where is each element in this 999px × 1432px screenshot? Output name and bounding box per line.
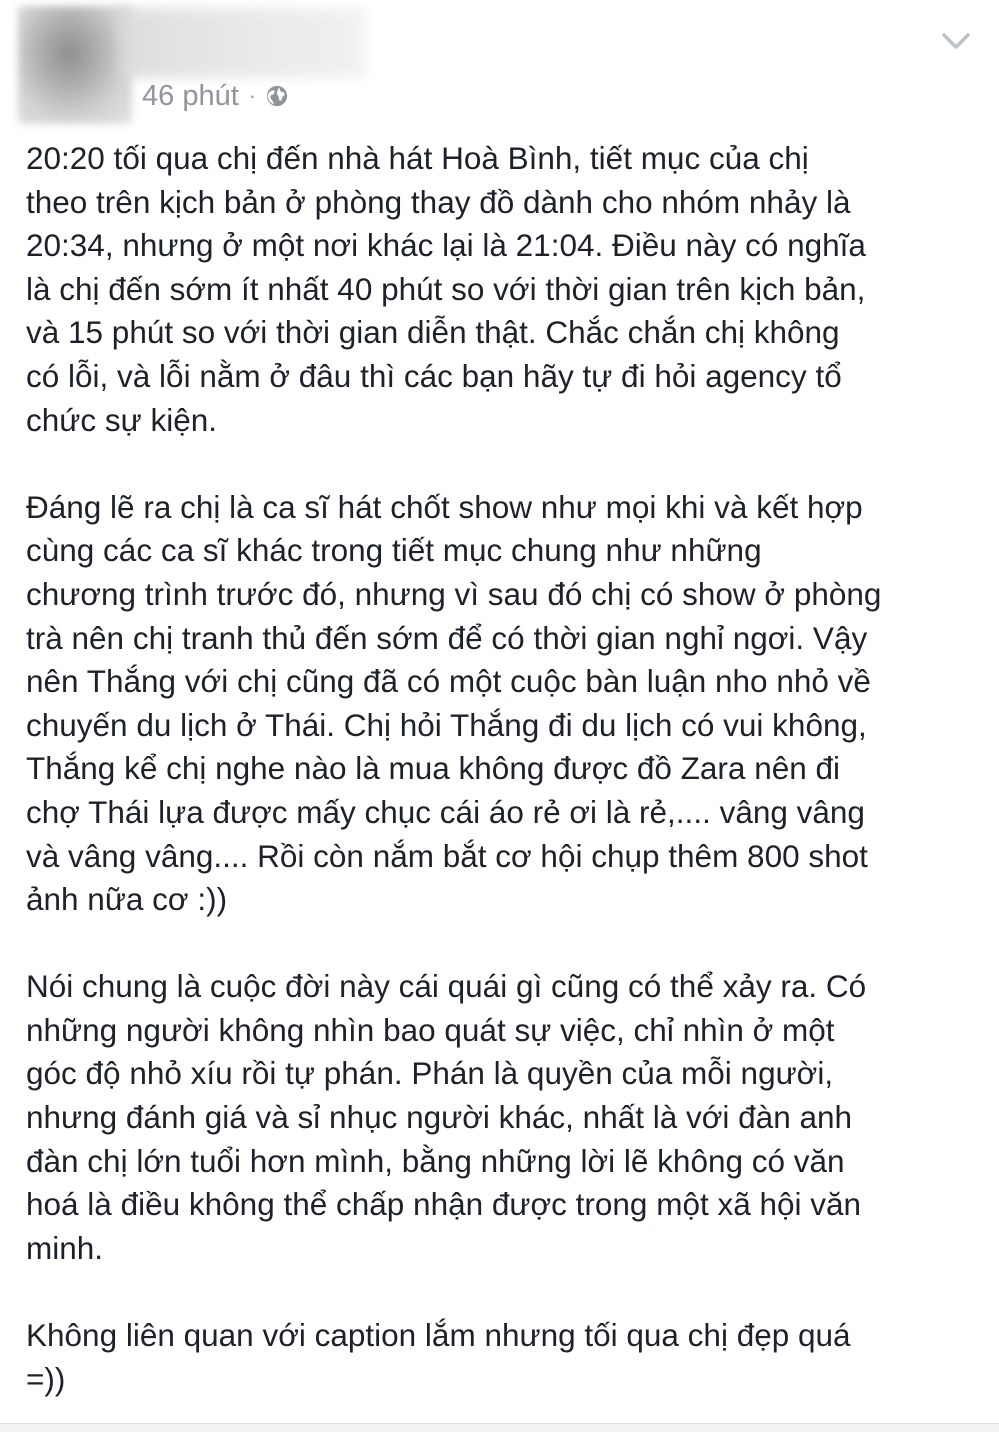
- post-paragraph: Không liên quan với caption lắm nhưng tối qua chị đẹp quá =)): [26, 1317, 851, 1397]
- post-content: [26, 137, 976, 1401]
- post-timestamp[interactable]: 46 phút: [142, 79, 239, 112]
- chevron-down-icon[interactable]: [941, 30, 971, 52]
- post-paragraph: Nói chung là cuộc đời này cái quái gì cũng có thể xảy ra. Có những người không nhìn bao quát sự việc, chỉ nhìn ở một góc độ nhỏ xíu rồi tự phán. Phán là quyền của mỗi người, nhưng đánh giá và sỉ nhục người khác, nhất là với đàn anh đàn chị lớn tuổi hơn mình, bằng những lời lẽ không có văn hoá là điều không thể chấp nhận được trong một xã hội văn minh.: [26, 968, 867, 1266]
- meta-separator: ·: [248, 83, 257, 108]
- avatar[interactable]: [18, 6, 132, 124]
- post-divider: [0, 1423, 999, 1432]
- globe-icon[interactable]: [266, 85, 288, 107]
- post-meta: [142, 76, 288, 116]
- post-paragraph: 20:20 tối qua chị đến nhà hát Hoà Bình, tiết mục của chị theo trên kịch bản ở phòng thay đồ dành cho nhóm nhảy là 20:34, nhưng ở một nơi khác lại là 21:04. Điều này có nghĩa là chị đến sớm ít nhất 40 phút so với thời gian trên kịch bản, và 15 phút so với thời gian diễn thật. Chắc chắn chị không có lỗi, và lỗi nằm ở đâu thì các bạn hãy tự đi hỏi agency tổ chức sự kiện.: [26, 140, 866, 438]
- post-paragraph: Đáng lẽ ra chị là ca sĩ hát chốt show như mọi khi và kết hợp cùng các ca sĩ khác trong tiết mục chung như những chương trình trước đó, nhưng vì sau đó chị có show ở phòng trà nên chị tranh thủ đến sớm để có thời gian nghỉ ngơi. Vậy nên Thắng với chị cũng đã có một cuộc bàn luận nho nhỏ về chuyến du lịch ở Thái. Chị hỏi Thắng đi du lịch có vui không, Thắng kể chị nghe nào là mua không được đồ Zara nên đi chợ Thái lựa được mấy chục cái áo rẻ ơi là rẻ,.... vâng vâng và vâng vâng.... Rồi còn nắm bắt cơ hội chụp thêm 800 shot ảnh nữa cơ :)): [26, 488, 882, 918]
- author-name-blurred[interactable]: [120, 8, 365, 78]
